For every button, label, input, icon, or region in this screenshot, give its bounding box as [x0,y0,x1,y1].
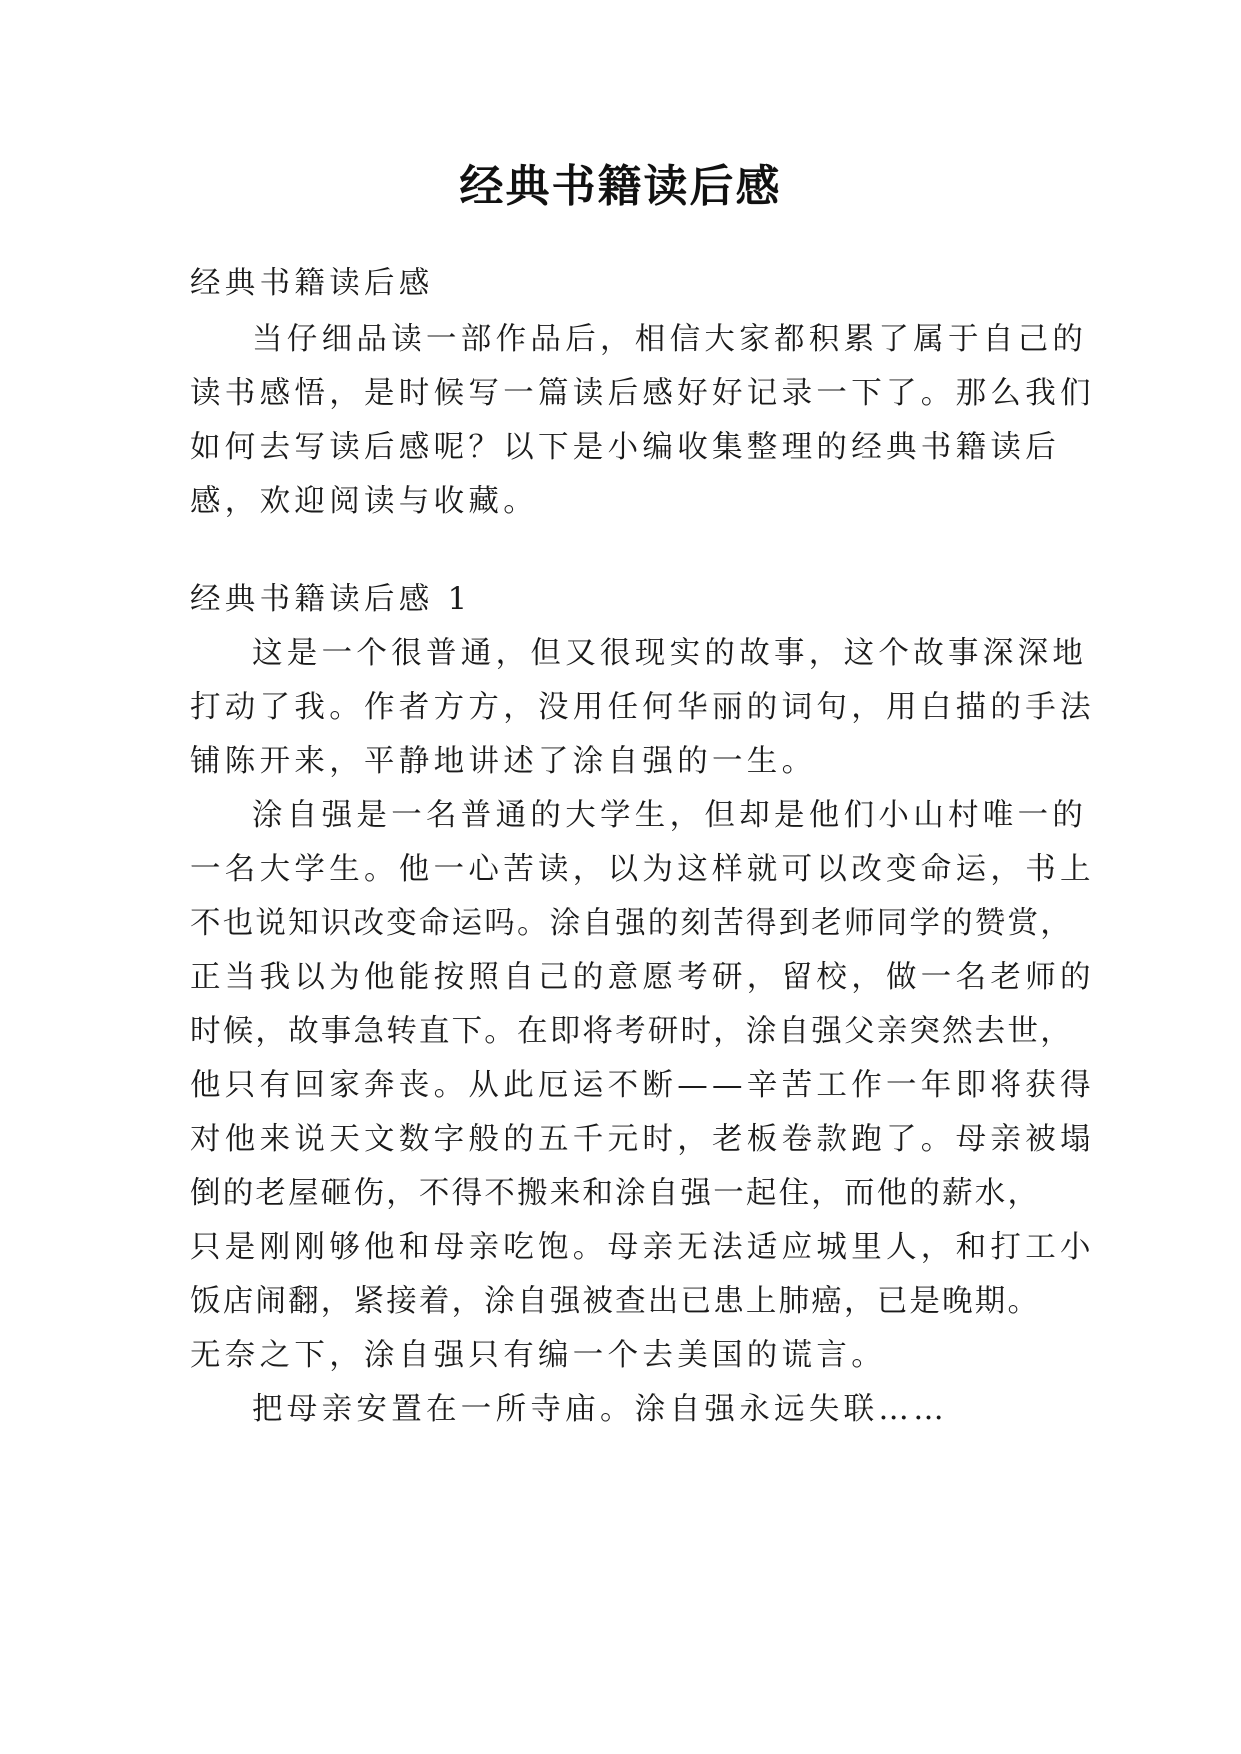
paragraph-line: 读书感悟，是时候写一篇读后感好好记录一下了。那么我们 [190,376,1095,411]
document-title: 经典书籍读后感 [459,161,782,212]
paragraph-line: 这是一个很普通，但又很现实的故事，这个故事深深地 [252,636,1088,671]
paragraph-line: 把母亲安置在一所寺庙。涂自强永远失联…… [252,1392,948,1427]
paragraph-line: 铺陈开来，平静地讲述了涂自强的一生。 [190,744,817,779]
paragraph-line: 当仔细品读一部作品后，相信大家都积累了属于自己的 [252,322,1088,357]
paragraph-line: 倒的老屋砸伤，不得不搬来和涂自强一起住，而他的薪水， [190,1176,1041,1211]
paragraph-line: 一名大学生。他一心苦读，以为这样就可以改变命运，书上 [190,852,1095,887]
paragraph-line: 如何去写读后感呢？以下是小编收集整理的经典书籍读后 [190,430,1060,465]
section-heading: 经典书籍读后感 [190,266,434,301]
section-heading: 经典书籍读后感 1 [190,582,472,617]
paragraph-line: 只是刚刚够他和母亲吃饱。母亲无法适应城里人，和打工小 [190,1230,1095,1265]
paragraph-line: 涂自强是一名普通的大学生，但却是他们小山村唯一的 [252,798,1088,833]
paragraph-line: 对他来说天文数字般的五千元时，老板卷款跑了。母亲被塌 [190,1122,1095,1157]
paragraph-line: 打动了我。作者方方，没用任何华丽的词句，用白描的手法 [190,690,1095,725]
paragraph-line: 他只有回家奔丧。从此厄运不断——辛苦工作一年即将获得 [190,1068,1095,1103]
paragraph-line: 时候，故事急转直下。在即将考研时，涂自强父亲突然去世， [190,1014,1073,1049]
paragraph-line: 感，欢迎阅读与收藏。 [190,484,538,519]
paragraph-line: 不也说知识改变命运吗。涂自强的刻苦得到老师同学的赞赏， [190,906,1073,941]
paragraph-line: 正当我以为他能按照自己的意愿考研，留校，做一名老师的 [190,960,1095,995]
paragraph-line: 饭店闹翻，紧接着，涂自强被查出已患上肺癌，已是晚期。 [190,1284,1041,1319]
paragraph-line: 无奈之下，涂自强只有编一个去美国的谎言。 [190,1338,886,1373]
